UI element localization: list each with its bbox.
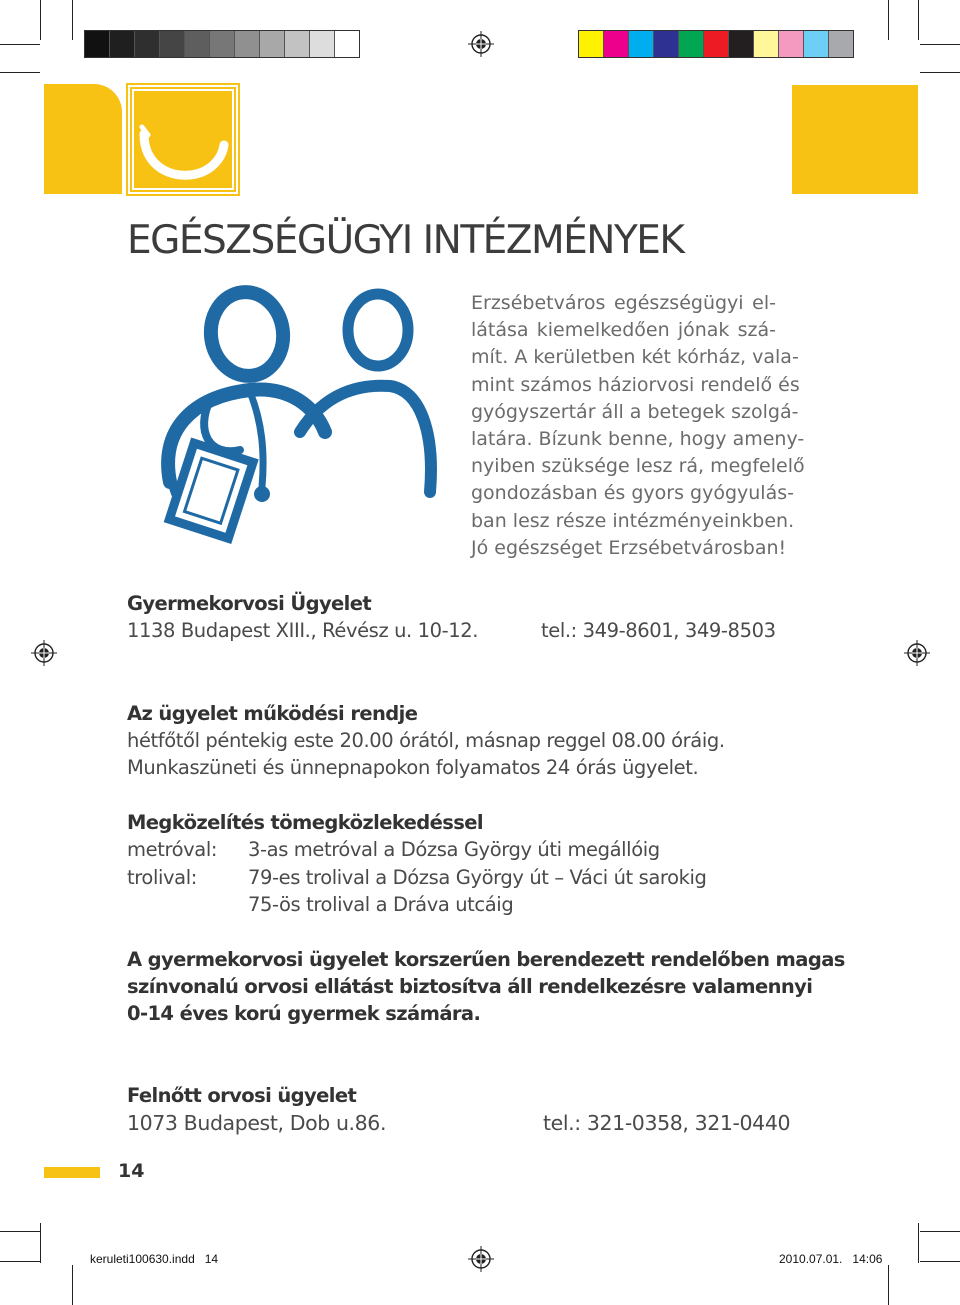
intro-line: gondozásban és gyors gyógyulás- — [471, 482, 794, 505]
header-yellow-block-right — [792, 85, 918, 194]
intro-line: látása kiemelkedően jónak szá- — [471, 319, 776, 342]
intro-line: ban lesz része intézményeinkben. — [471, 509, 795, 532]
grayscale-color-bar — [84, 30, 360, 58]
color-swatch — [604, 31, 629, 57]
color-swatch — [210, 31, 235, 57]
pediatric-note-line: 0-14 éves korú gyermek számára. — [127, 1002, 481, 1025]
hours-line: Munkaszüneti és ünnepnapokon folyamatos 24 órás ügyelet. — [127, 756, 699, 779]
pediatric-phone: tel.: 349-8601, 349-8503 — [541, 619, 776, 642]
color-swatch — [110, 31, 135, 57]
pediatric-note-line: színvonalú orvosi ellátást biztosítva áll rendelkezésre valamennyi — [127, 975, 813, 998]
registration-mark-icon — [468, 1246, 494, 1272]
registration-mark-icon — [31, 640, 57, 666]
color-swatch — [579, 31, 604, 57]
adult-address: 1073 Budapest, Dob u.86. — [127, 1111, 387, 1135]
intro-line: latára. Bízunk benne, hogy ameny- — [471, 428, 805, 451]
color-swatch — [335, 31, 359, 57]
color-swatch — [185, 31, 210, 57]
color-swatch — [310, 31, 335, 57]
color-swatch — [654, 31, 679, 57]
hours-heading: Az ügyelet működési rendje — [127, 702, 418, 725]
registration-mark-icon — [904, 640, 930, 666]
color-swatch — [135, 31, 160, 57]
smile-logo-icon — [128, 85, 238, 194]
trolley-label: trolival: — [127, 866, 197, 889]
transport-heading: Megközelítés tömegközlekedéssel — [127, 811, 484, 834]
doctors-illustration-icon — [150, 282, 450, 562]
header-yellow-block-left — [44, 84, 122, 194]
adult-phone: tel.: 321-0358, 321-0440 — [543, 1111, 791, 1135]
intro-line: mít. A kerületben két kórház, vala- — [471, 346, 799, 369]
pediatric-address: 1138 Budapest XIII., Révész u. 10-12. — [127, 619, 479, 642]
adult-heading: Felnőtt orvosi ügyelet — [127, 1084, 357, 1107]
pediatric-heading: Gyermekorvosi Ügyelet — [127, 592, 372, 615]
page-number-bar — [44, 1167, 100, 1178]
metro-text: 3-as metróval a Dózsa György úti megállóig — [248, 838, 660, 861]
color-swatch — [260, 31, 285, 57]
intro-paragraph — [471, 290, 805, 562]
color-swatch — [804, 31, 829, 57]
slug-date: 2010.07.01. 14:06 — [779, 1252, 883, 1266]
page-title: EGÉSZSÉGÜGYI INTÉZMÉNYEK — [127, 218, 684, 263]
intro-line: Erzsébetváros egészségügyi el- — [471, 292, 776, 314]
hours-line: hétfőtől péntekig este 20.00 órától, másnap reggel 08.00 óráig. — [127, 729, 725, 752]
process-color-bar — [578, 30, 854, 58]
color-swatch — [679, 31, 704, 57]
metro-label: metróval: — [127, 838, 218, 861]
trolley-text: 79-es trolival a Dózsa György út – Váci út sarokig — [248, 866, 707, 889]
color-swatch — [285, 31, 310, 57]
slug-file: keruleti100630.indd 14 — [90, 1252, 219, 1266]
color-swatch — [235, 31, 260, 57]
registration-mark-icon — [468, 31, 494, 57]
pediatric-note-line: A gyermekorvosi ügyelet korszerűen berendezett rendelőben magas — [127, 948, 845, 971]
intro-line: nyiben szüksége lesz rá, megfelelő — [471, 455, 805, 478]
page-number: 14 — [118, 1160, 145, 1182]
intro-line: gyógyszertár áll a betegek szolgá- — [471, 400, 799, 423]
color-swatch — [704, 31, 729, 57]
color-swatch — [754, 31, 779, 57]
trolley-text: 75-ös trolival a Dráva utcáig — [248, 893, 514, 916]
color-swatch — [779, 31, 804, 57]
intro-line: mint számos háziorvosi rendelő és — [471, 373, 800, 396]
color-swatch — [629, 31, 654, 57]
color-swatch — [85, 31, 110, 57]
intro-line: Jó egészséget Erzsébetvárosban! — [471, 536, 787, 559]
color-swatch — [829, 31, 853, 57]
color-swatch — [160, 31, 185, 57]
color-swatch — [729, 31, 754, 57]
